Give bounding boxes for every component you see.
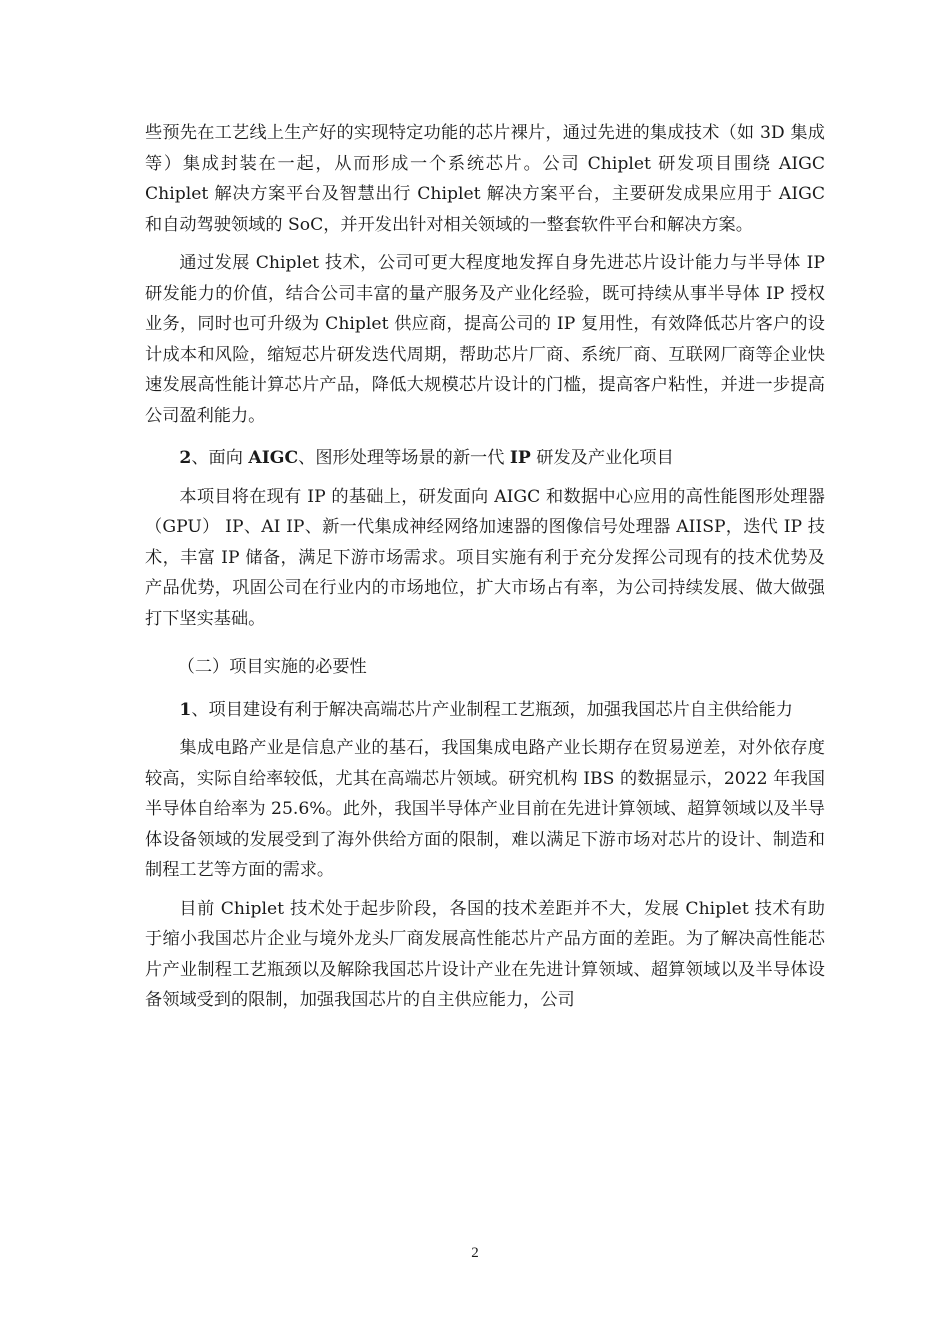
paragraph-chiplet-opportunity: 目前 Chiplet 技术处于起步阶段，各国的技术差距并不大，发展 Chiplet 技术有助于缩小我国芯片企业与境外龙头厂商发展高性能芯片产品方面的差距。为了解决高性能芯片产业制程工艺瓶颈以及解除我国芯片设计产业在先进计算领域、超算领域以及半导体设备领域受到的限制，加强我国芯片的自主供应能力，公司: [145, 898, 825, 1010]
item-keyword-ip: IP: [509, 448, 531, 468]
item-number: 1: [179, 699, 192, 720]
item-text: 、图形处理等场景的新一代: [298, 448, 510, 468]
paragraph-chiplet-intro: 些预先在工艺线上生产好的实现特定功能的芯片裸片，通过先进的集成技术（如 3D 集成等）集成封装在一起，从而形成一个系统芯片。公司 Chiplet 研发项目围绕 AIGC Chiplet 解决方案平台及智慧出行 Chiplet 解决方案平台，主要研发成果应用于 AIGC 和自动驾驶领域的 SoC，并开发出针对相关领域的一整套软件平台和解决方案。: [145, 123, 825, 235]
item-keyword-aigc: AIGC: [248, 448, 299, 468]
item-text: 、项目建设有利于解决高端芯片产业制程工艺瓶颈，加强我国芯片自主供给能力: [191, 699, 793, 720]
item-number: 2: [179, 448, 192, 468]
item-text: 、面向: [191, 448, 249, 468]
paragraph-chiplet-value: 通过发展 Chiplet 技术，公司可更大程度地发挥自身先进芯片设计能力与半导体 IP 研发能力的价值，结合公司丰富的量产服务及产业化经验，既可持续从事半导体 IP 授权业务，同时也可升级为 Chiplet 供应商，提高公司的 IP 复用性，有效降低芯片客户的设计成本和风险，缩短芯片研发迭代周期，帮助芯片厂商、系统厂商、互联网厂商等企业快速发展高性能计算芯片产品，降低大规模芯片设计的门槛，提高客户粘性，并进一步提高公司盈利能力。: [145, 253, 825, 426]
item-heading-1: [145, 695, 825, 726]
page-number: 2: [471, 1245, 479, 1261]
paragraph-project-description: 本项目将在现有 IP 的基础上，研发面向 AIGC 和数据中心应用的高性能图形处理器（GPU） IP、AI IP、新一代集成神经网络加速器的图像信号处理器 AIISP，迭代 IP 技术，丰富 IP 储备，满足下游市场需求。项目实施有利于充分发挥公司现有的技术优势及产品优势，巩固公司在行业内的市场地位，扩大市场占有率，为公司持续发展、做大做强打下坚实基础。: [145, 486, 825, 629]
item-text: 研发及产业化项目: [530, 448, 674, 468]
section-heading-necessity: （二）项目实施的必要性: [177, 657, 367, 677]
paragraph-industry-background: 集成电路产业是信息产业的基石，我国集成电路产业长期存在贸易逆差，对外依存度较高，实际自给率较低，尤其在高端芯片领域。研究机构 IBS 的数据显示，2022 年我国半导体自给率为 25.6%。此外，我国半导体产业目前在先进计算领域、超算领域以及半导体设备领域的发展受到了海外供给方面的限制，难以满足下游市场对芯片的设计、制造和制程工艺等方面的需求。: [145, 738, 825, 880]
item-heading-2: [145, 443, 825, 474]
document-body: [145, 118, 825, 1016]
